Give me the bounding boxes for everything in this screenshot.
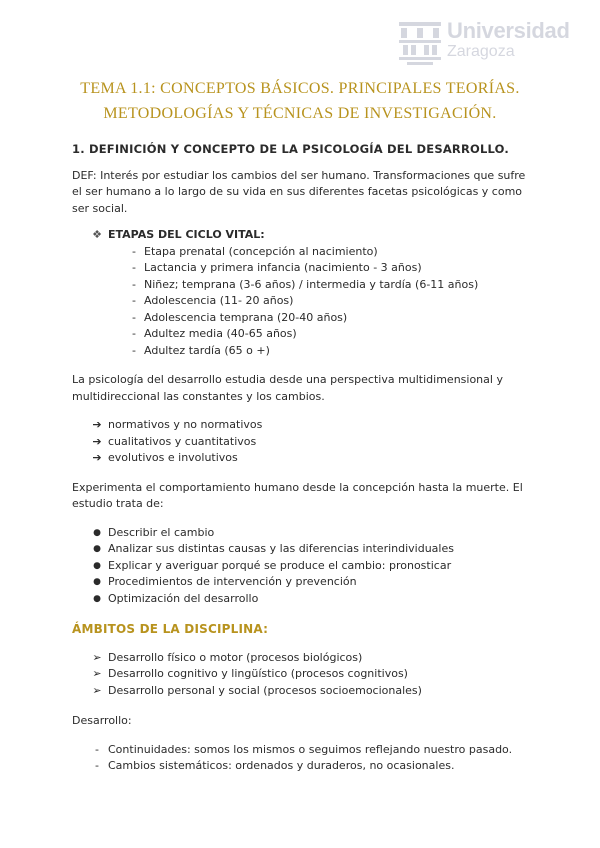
list-item: - Continuidades: somos los mismos o seguimos reflejando nuestro pasado.: [72, 742, 532, 759]
list-item: ➢ Desarrollo personal y social (procesos socioemocionales): [72, 683, 532, 700]
triangle-arrow-icon: ➢: [92, 650, 102, 664]
change-types-list: [72, 417, 532, 467]
bullet-icon: ●: [93, 544, 101, 554]
development-label: Desarrollo:: [72, 714, 132, 727]
vital-cycle-title: ETAPAS DEL CICLO VITAL:: [108, 228, 265, 241]
scopes-list: [72, 650, 532, 700]
page-title: TEMA 1.1: CONCEPTOS BÁSICOS. PRINCIPALES TEORÍAS. METODOLOGÍAS Y TÉCNICAS DE INVESTIGACIÓN.: [80, 80, 520, 122]
bullet-icon: ●: [93, 527, 101, 538]
list-item: - Adolescencia temprana (20-40 años): [72, 310, 532, 327]
university-city: Zaragoza: [447, 43, 515, 60]
dash-marker: -: [132, 277, 136, 291]
document-body: [72, 141, 532, 775]
arrow-right-icon: ➔: [92, 418, 102, 431]
bullet-icon: ●: [93, 560, 101, 571]
dash-marker: -: [132, 310, 136, 324]
university-crest-icon: [397, 20, 443, 66]
study-goals-list: [72, 525, 532, 608]
list-item: - Niñez; temprana (3-6 años) / intermedia y tardía (6-11 años): [72, 277, 532, 294]
vital-cycle-heading: [72, 227, 532, 244]
bullet-icon: ●: [93, 577, 101, 587]
university-name: Universidad: [447, 18, 570, 43]
dash-marker: -: [95, 742, 99, 756]
university-logo: [397, 20, 570, 66]
development-list: [72, 742, 532, 775]
dash-marker: -: [132, 261, 136, 274]
list-item: - Cambios sistemáticos: ordenados y duraderos, no ocasionales.: [72, 758, 532, 775]
list-item: ➔ normativos y no normativos: [72, 417, 532, 434]
list-item: - Etapa prenatal (concepción al nacimiento): [72, 244, 532, 261]
dash-marker: -: [95, 759, 99, 772]
list-item: - Lactancia y primera infancia (nacimiento - 3 años): [72, 260, 532, 277]
perspective-paragraph: La psicología del desarrollo estudia desde una perspectiva multidimensional y multidireccional las constantes y los cambios.: [72, 373, 503, 403]
section-heading-definition: 1. DEFINICIÓN Y CONCEPTO DE LA PSICOLOGÍA DEL DESARROLLO.: [72, 142, 509, 156]
list-item: ● Describir el cambio: [72, 525, 532, 542]
list-item: ● Analizar sus distintas causas y las diferencias interindividuales: [72, 541, 532, 558]
arrow-right-icon: ➔: [92, 434, 102, 448]
triangle-arrow-icon: ➢: [92, 667, 102, 680]
diamond-bullet-icon: ❖: [92, 228, 102, 241]
dash-marker: -: [132, 244, 136, 258]
triangle-arrow-icon: ➢: [92, 683, 102, 697]
section-heading-scopes: ÁMBITOS DE LA DISCIPLINA:: [72, 622, 269, 636]
list-item: ➔ evolutivos e involutivos: [72, 450, 532, 467]
list-item: - Adultez media (40-65 años): [72, 326, 532, 343]
dash-marker: -: [132, 343, 136, 357]
dash-marker: -: [132, 327, 136, 340]
list-item: ➢ Desarrollo cognitivo y lingüístico (procesos cognitivos): [72, 666, 532, 683]
vital-cycle-list: [72, 244, 532, 360]
list-item: ➢ Desarrollo físico o motor (procesos biológicos): [72, 650, 532, 667]
list-item: ● Procedimientos de intervención y prevención: [72, 574, 532, 591]
bullet-icon: ●: [93, 593, 101, 604]
definition-paragraph: DEF: Interés por estudiar los cambios del ser humano. Transformaciones que sufre el ser humano a lo largo de su vida en sus diferentes facetas psicológicas y como ser social.: [72, 168, 526, 215]
list-item: - Adolescencia (11- 20 años): [72, 293, 532, 310]
list-item: ➔ cualitativos y cuantitativos: [72, 434, 532, 451]
list-item: ● Explicar y averiguar porqué se produce el cambio: pronosticar: [72, 558, 532, 575]
list-item: - Adultez tardía (65 o +): [72, 343, 532, 360]
arrow-right-icon: ➔: [92, 451, 102, 464]
study-paragraph: Experimenta el comportamiento humano desde la concepción hasta la muerte. El estudio trata de:: [72, 480, 523, 510]
list-item: ● Optimización del desarrollo: [72, 591, 532, 608]
dash-marker: -: [132, 294, 136, 307]
